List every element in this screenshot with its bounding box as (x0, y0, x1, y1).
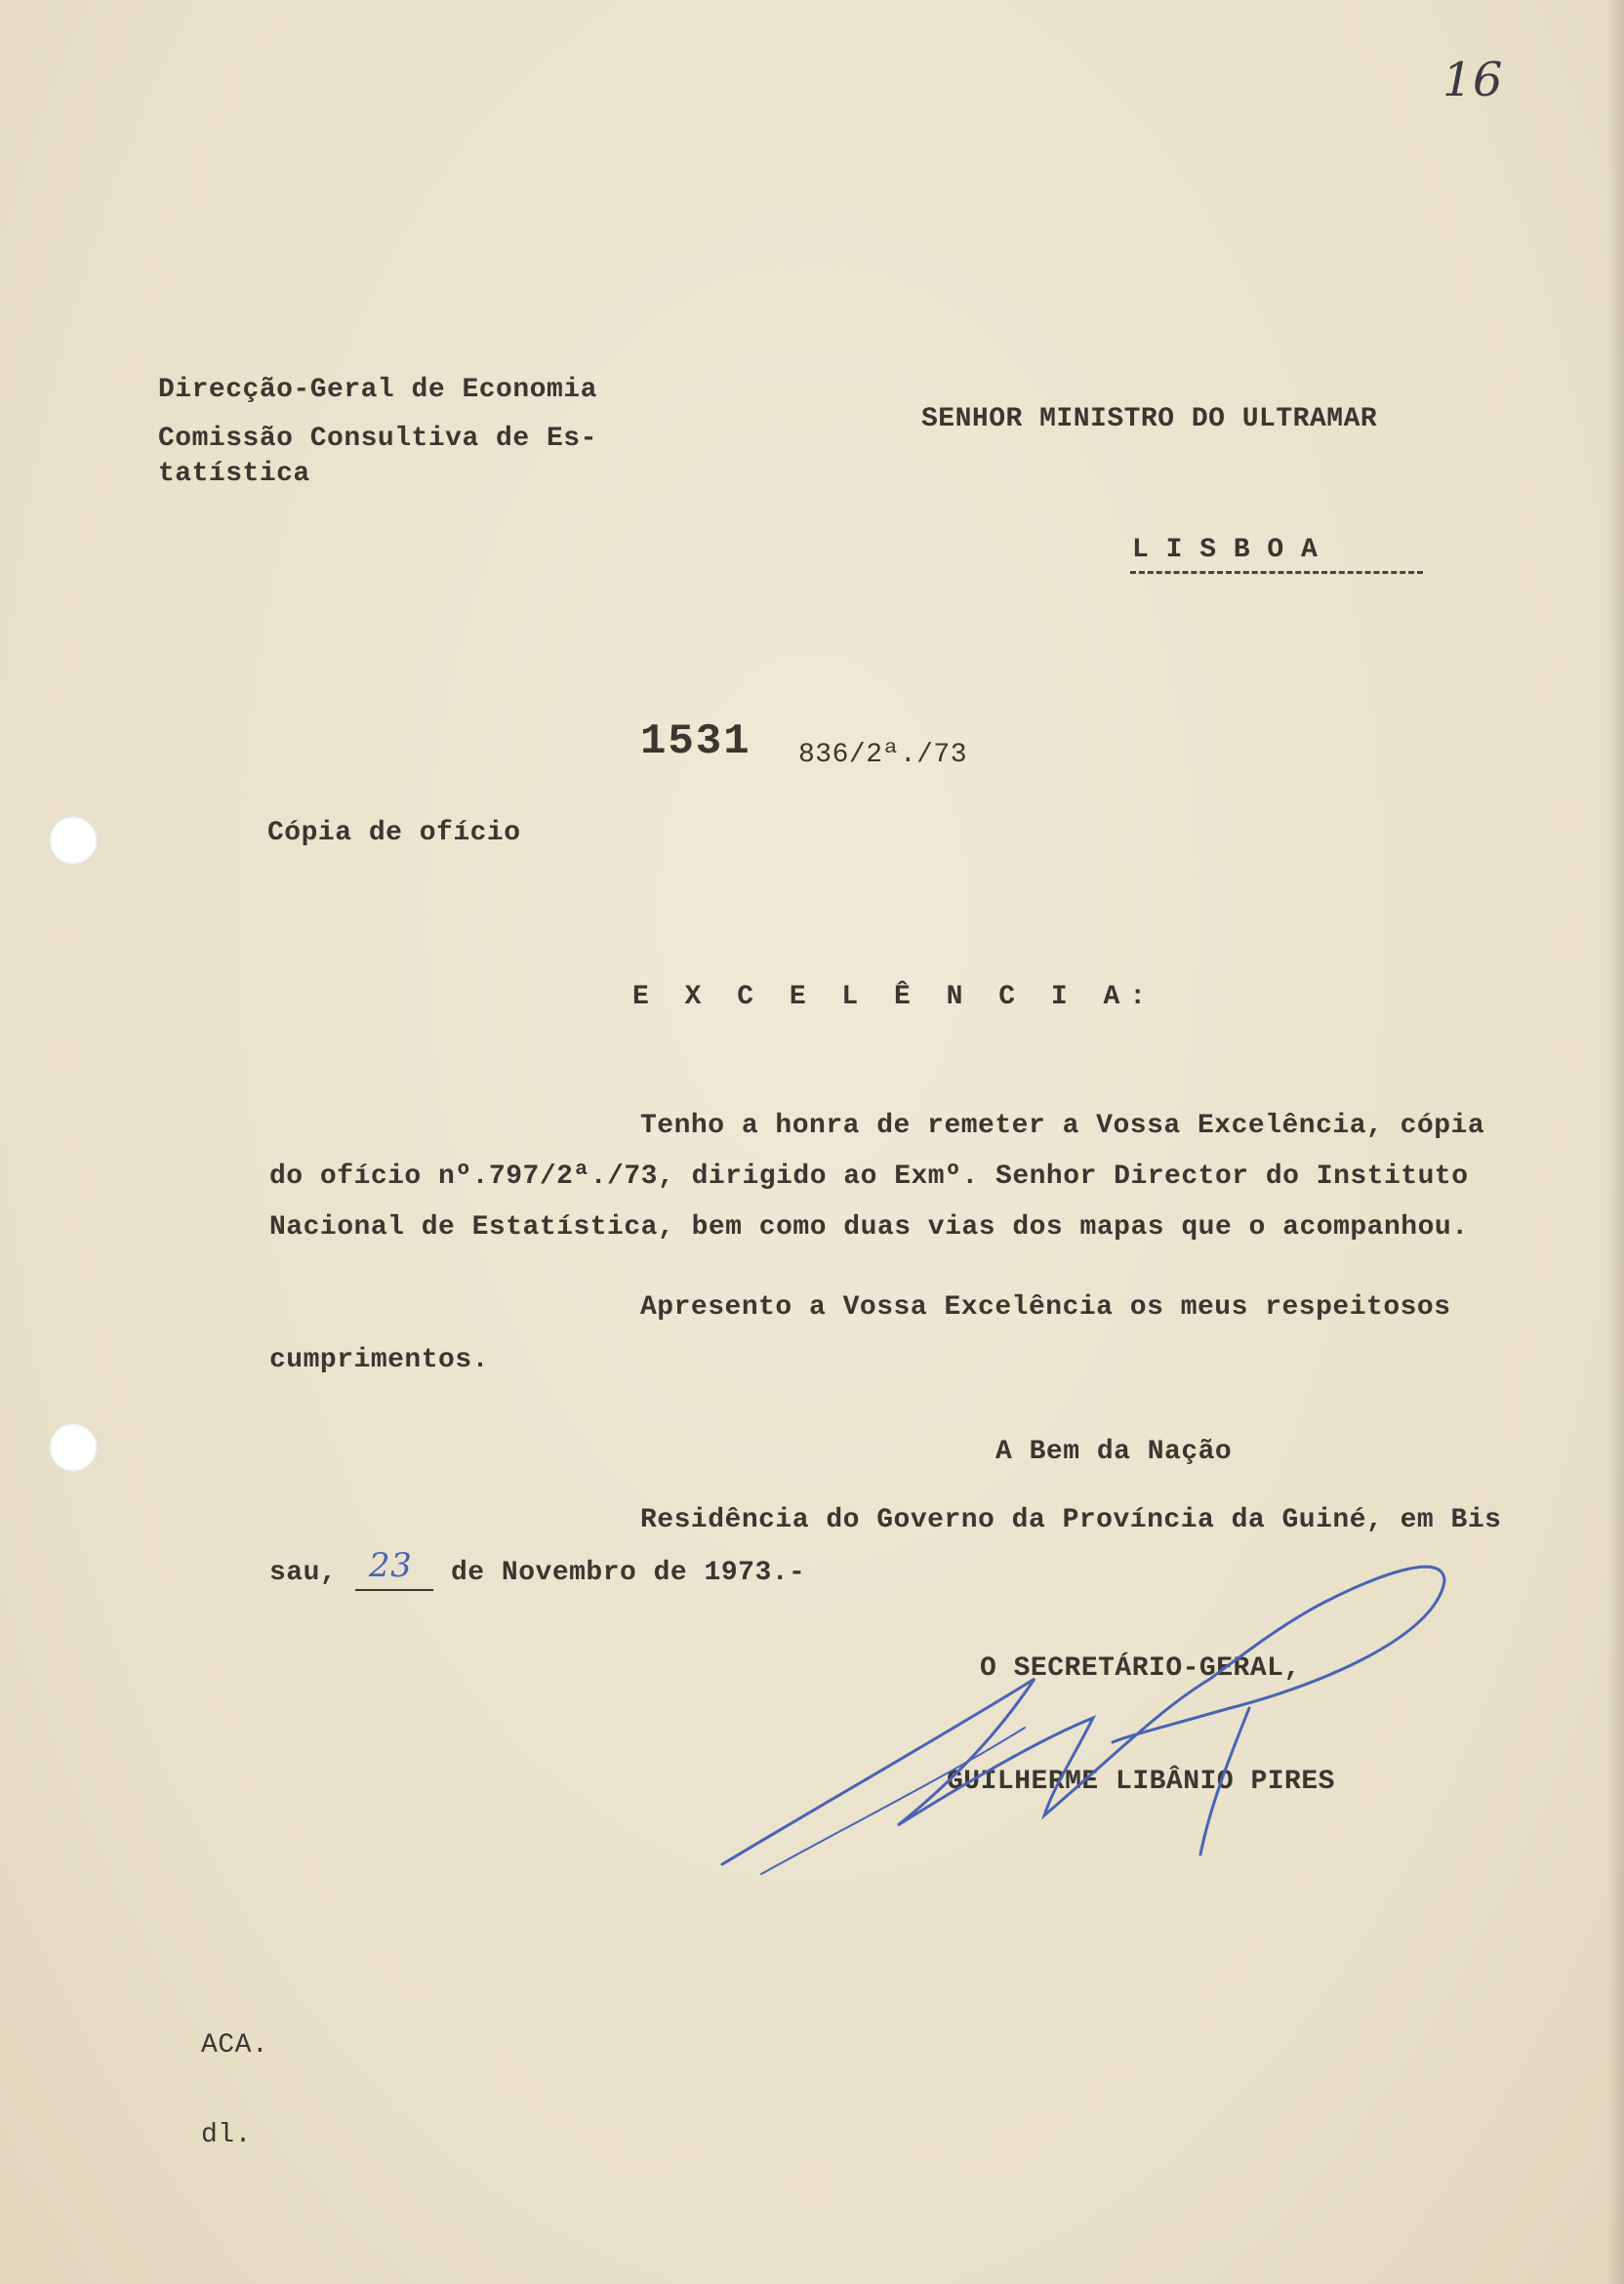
paragraph-2-line-2: cumprimentos. (269, 1345, 489, 1375)
place-line-2-pre: sau, (269, 1558, 338, 1588)
punch-hole-bottom (49, 1423, 98, 1472)
city-underline (1130, 571, 1423, 574)
handwritten-day: 23 (369, 1546, 413, 1585)
paragraph-1-line-3: Nacional de Estatística, bem como duas vias dos mapas que o acompanhou. (269, 1212, 1469, 1243)
signatory-name: GUILHERME LIBÂNIO PIRES (947, 1767, 1335, 1797)
paragraph-2-line-1: Apresento a Vossa Excelência os meus respeitosos (640, 1292, 1451, 1323)
department-line-1: Direcção-Geral de Economia (158, 375, 597, 405)
paragraph-1-line-2: do ofício nº.797/2ª./73, dirigido ao Exmº. Senhor Director do Instituto (269, 1162, 1469, 1192)
reference-number: 1531 (640, 717, 751, 766)
subject: Cópia de ofício (267, 818, 521, 848)
page-edge (1606, 0, 1624, 2284)
handwritten-signature (703, 1532, 1464, 1903)
place-line-2-post: de Novembro de 1973.- (451, 1558, 806, 1588)
recipient: SENHOR MINISTRO DO ULTRAMAR (921, 404, 1378, 434)
signature-stroke-3 (1200, 1708, 1249, 1855)
department-line-2: Comissão Consultiva de Es- (158, 424, 597, 454)
department-line-3: tatística (158, 459, 310, 489)
paragraph-1-line-1: Tenho a honra de remeter a Vossa Excelência, cópia (640, 1111, 1485, 1141)
reference-code: 836/2ª./73 (798, 740, 968, 770)
place-line-1: Residência do Governo da Província da Guiné, em Bis (640, 1505, 1502, 1535)
footer-initials-1: ACA. (201, 2030, 269, 2060)
closing-motto: A Bem da Nação (995, 1437, 1233, 1467)
signatory-title: O SECRETÁRIO-GERAL, (980, 1653, 1301, 1684)
signature-stroke-1 (722, 1567, 1444, 1864)
signature-stroke-2 (761, 1728, 1025, 1874)
salutation: E X C E L Ê N C I A: (632, 982, 1157, 1012)
page-number: 16 (1442, 53, 1504, 107)
recipient-city: L I S B O A (1132, 535, 1319, 565)
punch-hole-top (49, 816, 98, 865)
footer-initials-2: dl. (201, 2120, 252, 2150)
day-underline (355, 1589, 433, 1591)
